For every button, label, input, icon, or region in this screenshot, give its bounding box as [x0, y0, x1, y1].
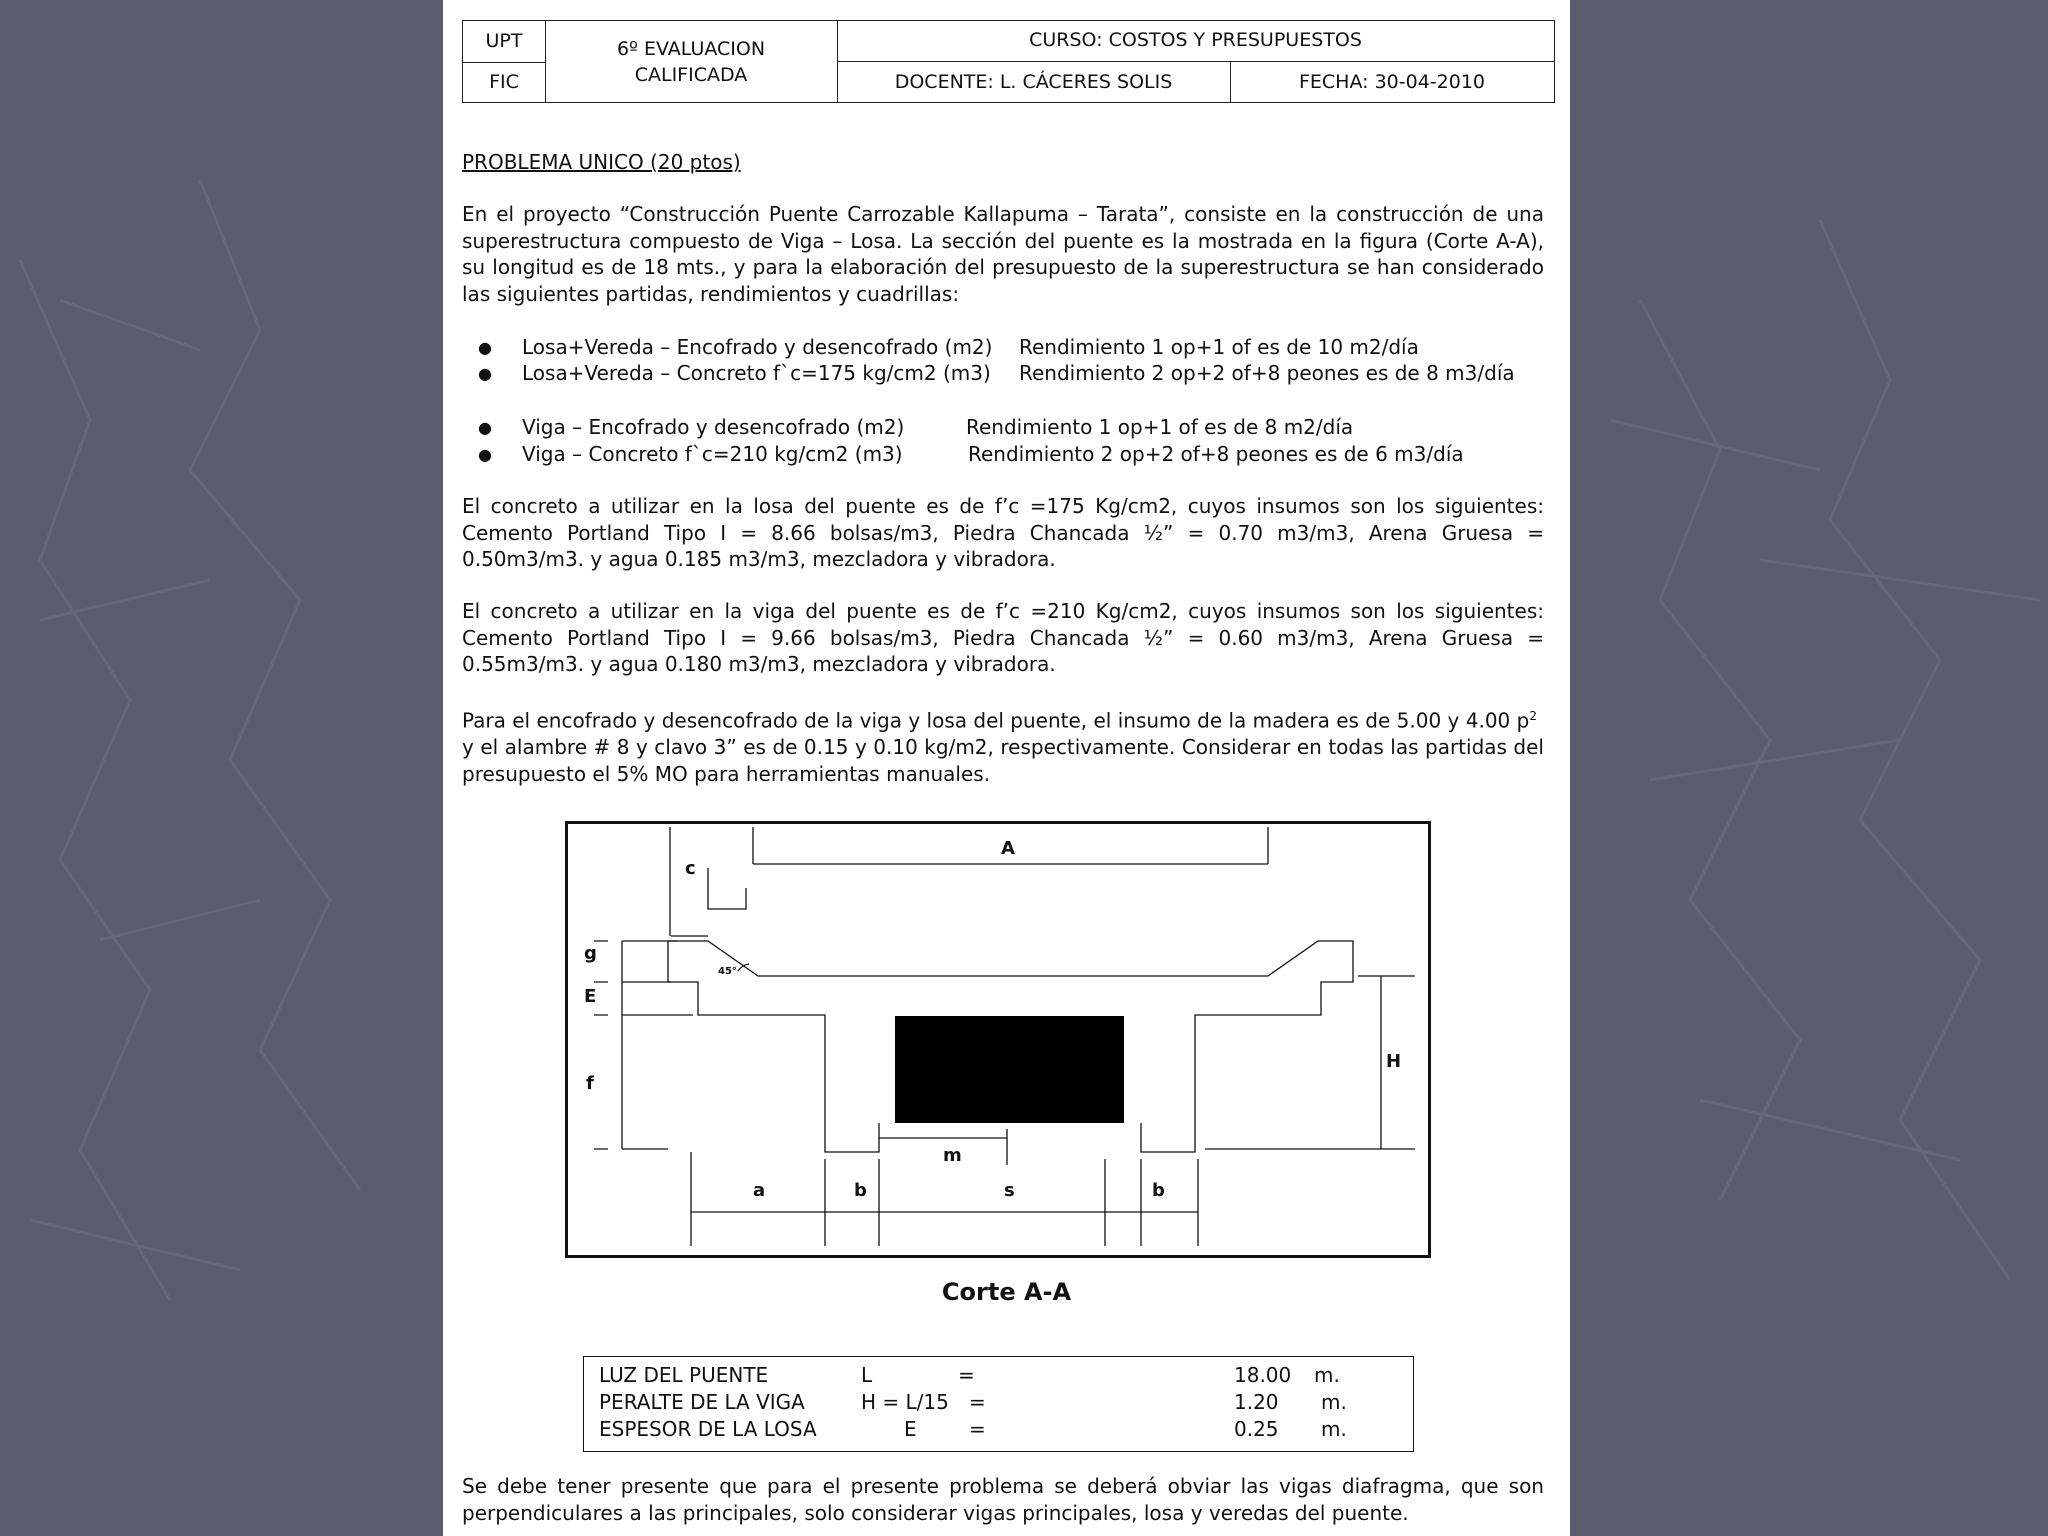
table-row: PERALTE DE LA VIGA H = L/15 = 1.20 m. — [599, 1390, 1347, 1414]
dim-label-a: a — [753, 1180, 766, 1201]
dim-label-c: c — [685, 858, 696, 879]
exam-date: FECHA: 30-04-2010 — [1298, 70, 1485, 93]
exam-header-table — [462, 20, 1555, 103]
course: CURSO: COSTOS Y PRESUPUESTOS — [1029, 29, 1362, 52]
losa-concrete-paragraph: El concreto a utilizar en la losa del puente es de f’c =175 Kg/cm2, cuyos insumos son los siguientes: Cemento Portland Tipo I = 8.66 bolsas/m3, Piedra Chancada ½” = 0.70 m3/m3, Arena Gruesa = 0.50m3/m3. y agua 0.185 m3/m3, mezcladora y vibradora. — [462, 494, 1544, 571]
table-row: LUZ DEL PUENTE L = 18.00 m. — [599, 1363, 1340, 1387]
cross-section-drawing — [568, 824, 1428, 1255]
dim-label-b-right: b — [1152, 1180, 1165, 1201]
org-top: UPT — [485, 29, 523, 52]
dim-label-f: f — [586, 1073, 594, 1094]
intro-paragraph: En el proyecto “Construcción Puente Carrozable Kallapuma – Tarata”, consiste en la construcción de una superestructura compuesto de Viga – Losa. La sección del puente es la mostrada en la figura (Corte A-A), su longitud es de 18 mts., y para la elaboración del presupuesto de la superestructura se han considerado las siguientes partidas, rendimientos y cuadrillas: — [462, 202, 1544, 306]
teacher: DOCENTE: L. CÁCERES SOLIS — [894, 70, 1173, 93]
viga-concrete-paragraph: El concreto a utilizar en la viga del puente es de f’c =210 Kg/cm2, cuyos insumos son los siguientes: Cemento Portland Tipo I = 9.66 bolsas/m3, Piedra Chancada ½” = 0.60 m3/m3, Arena Gruesa = 0.55m3/m3. y agua 0.180 m3/m3, mezcladora y vibradora. — [462, 599, 1544, 676]
dim-label-b-left: b — [854, 1180, 867, 1201]
dim-label-g: g — [584, 943, 597, 964]
beam-void-fill — [895, 1016, 1124, 1123]
org-bottom: FIC — [489, 71, 519, 94]
formwork-paragraph: Para el encofrado y desencofrado de la viga y losa del puente, el insumo de la madera es de 5.00 y 4.00 $p^2$ y el alambre # 8 y clavo 3” es de 0.15 y 0.10 kg/m2, respectivamente. Considerar en todas las partidas del presupuesto el 5% MO para herramientas manuales. — [462, 708, 1544, 786]
bridge-cross-section-figure — [565, 821, 1431, 1258]
document-page: UPT FIC 6º EVALUACION CALIFICADA CURSO: COSTOS Y PRESUPUESTOS DOCENTE: L. CÁCERES SOLIS FECHA: 30-04-2010 PROBLEMA UNICO (20 ptos) En el proyecto “Construcción Puente Carrozable Kallapuma – Tarata”, consiste en la construcción de una superestructura compuesto de Viga – Losa. La sección del puente es la mostrada en la figura (Corte A-A), su longitud es de 18 mts., y para la elaboración del presupuesto de la superestructura se han considerado las siguientes partidas, rendimientos y cuadrillas: ● Losa+Vereda – Encofrado y desencofrado (m2) Rendimiento 1 op+1 of es de 10 m2/día ● Losa+Vereda – Concreto f`c=175 kg/cm2 (m3) Rendimiento 2 op+2 of+8 peones es de 8 m3/día ● Viga – Encofrado y desencofrado (m2) Rendimiento 1 op+1 of es de 8 m2/día ● Viga – Concreto f`c=210 kg/cm2 (m3) Rendimiento 2 op+2 of+8 peones es de 6 m3/día El concreto a utilizar en la losa del puente es de f’c =175 Kg/cm2, cuyos insumos son los siguientes: Cemento Portland Tipo I = 8.66 bolsas/m3, Piedra Chancada ½” = 0.70 m3/m3, Arena Gruesa = 0.50m3/m3. y agua 0.185 m3/m3, mezcladora y vibradora. El concreto a utilizar en la viga del puente es de f’c =210 Kg/cm2, cuyos insumos son los siguientes: Cemento Portland Tipo I = 9.66 bolsas/m3, Piedra Chancada ½” = 0.60 m3/m3, Arena Gruesa = 0.55m3/m3. y agua 0.180 m3/m3, mezcladora y vibradora. Para el encofrado y desencofrado de la viga y losa del puente, el insumo de la madera es de 5.00 y 4.00 $p^2$ y el alambre # 8 y clavo 3” es de 0.15 y 0.10 kg/m2, respectivamente. Considerar en todas las partidas del presupuesto el 5% MO para herramientas manuales. A c g E f H m a b s b 45° Corte A-A LUZ DEL PUENTE L = 18.00 m. PERALTE DE LA VIGA H = L/15 = 1.20 m. ESPESOR DE LA LOSA E = 0.25 m. Se debe tener presente que para el presente problema se deberá obviar las vigas diafragma, que son perpendiculares a las principales, solo considerar vigas principales, losa y veredas del puente. — [443, 0, 1570, 1536]
dim-label-H: H — [1386, 1051, 1402, 1072]
problem-title: PROBLEMA UNICO (20 ptos) — [462, 150, 741, 174]
exam-title: 6º EVALUACION CALIFICADA — [616, 37, 766, 86]
dim-label-s: s — [1004, 1180, 1015, 1201]
dimensions-table — [583, 1356, 1414, 1452]
dim-label-m: m — [943, 1145, 962, 1166]
angle-label: 45° — [718, 966, 737, 977]
table-row: ESPESOR DE LA LOSA E = 0.25 m. — [599, 1417, 1347, 1441]
dim-label-E: E — [584, 986, 597, 1007]
dim-label-A: A — [1001, 838, 1015, 859]
closing-paragraph: Se debe tener presente que para el presente problema se deberá obviar las vigas diafragma, que son perpendiculares a las principales, solo considerar vigas principales, losa y veredas del puente. — [462, 1474, 1544, 1525]
figure-caption: Corte A-A — [941, 1278, 1072, 1306]
